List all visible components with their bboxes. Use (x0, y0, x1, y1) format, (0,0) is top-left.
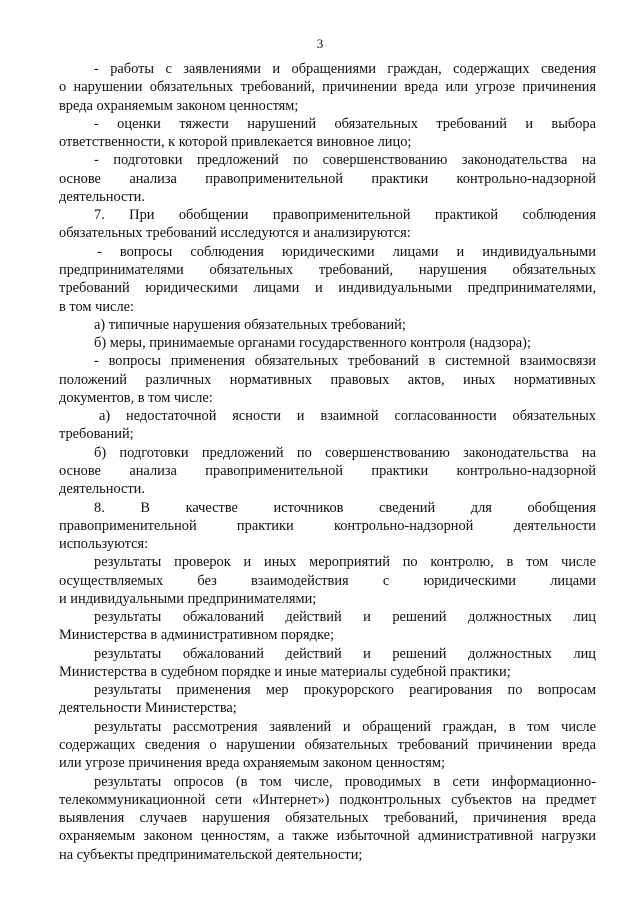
text-line: б) меры, принимаемые органами государственного контроля (надзора); (94, 335, 531, 352)
text-line: телекоммуникационной сети «Интернет») подконтрольных субъектов на предмет (59, 791, 596, 808)
text-line: требований; (59, 426, 134, 443)
text-line: Министерства в судебном порядке и иные материалы судебной практики; (59, 663, 511, 680)
text-line: 8. В качестве источников сведений для обобщения (94, 499, 596, 516)
text-line: б) подготовки предложений по совершенствованию законодательства на (94, 444, 596, 461)
text-line: основе анализа правоприменительной практики контрольно-надзорной (59, 170, 596, 187)
text-line: - подготовки предложений по совершенствованию законодательства на (94, 152, 596, 169)
text-line: предпринимателями обязательных требований, нарушения обязательных (59, 262, 596, 278)
text-line: - оценки тяжести нарушений обязательных требований и выбора (94, 115, 596, 132)
text-line: а) типичные нарушения обязательных требований; (94, 316, 406, 333)
text-line: деятельности. (59, 188, 145, 205)
text-line: результаты применения мер прокурорского реагирования по вопросам (94, 682, 596, 699)
text-line: и индивидуальными предпринимателями; (59, 590, 317, 607)
text-line: осуществляемых без взаимодействия с юридическими лицами (59, 572, 596, 589)
text-line: деятельности Министерства; (59, 700, 237, 717)
text-line: ответственности, к которой привлекается виновное лицо; (59, 134, 412, 151)
text-line: результаты рассмотрения заявлений и обращений граждан, в том числе (94, 718, 596, 735)
text-line: обязательных требований исследуются и анализируются: (59, 225, 411, 242)
text-line: 7. При обобщении правоприменительной практикой соблюдения (94, 207, 596, 224)
text-line: основе анализа правоприменительной практики контрольно-надзорной (59, 462, 596, 479)
text-line: результаты обжалований действий и решений должностных лиц (94, 645, 596, 662)
text-line: выявления случаев нарушения обязательных требований, причинения вреда (59, 810, 596, 827)
text-line: - вопросы применения обязательных требований в системной взаимосвязи (94, 353, 596, 370)
text-line: вреда охраняемым законом ценностям; (59, 97, 299, 114)
text-line: результаты опросов (в том числе, проводимых в сети информационно- (94, 773, 596, 790)
text-line: - работы с заявлениями и обращениями граждан, содержащих сведения (94, 61, 596, 77)
text-line: - вопросы соблюдения юридическими лицами и индивидуальными (97, 243, 596, 260)
text-line: охраняемым законом ценностям, а также избыточной административной нагрузки (59, 828, 596, 845)
text-line: документов, в том числе: (59, 389, 213, 406)
page-number: 3 (316, 36, 324, 51)
text-line: результаты обжалований действий и решений должностных лиц (94, 609, 596, 626)
text-line: результаты проверок и иных мероприятий по контролю, в том числе (94, 554, 596, 571)
text-line: положений различных нормативных правовых актов, иных нормативных (59, 371, 596, 388)
text-line: Министерства в административном порядке; (59, 627, 334, 644)
text-line: содержащих сведения о нарушении обязательных требований причинении вреда (59, 737, 596, 753)
text-line: используются: (59, 536, 149, 552)
text-line: на субъекты предпринимательской деятельности; (59, 846, 363, 863)
text-line: о нарушении обязательных требований, причинении вреда или угрозе причинения (59, 79, 596, 96)
text-line: или угрозе причинения вреда охраняемым законом ценностям; (59, 755, 445, 772)
text-line: правоприменительной практики контрольно-надзорной деятельности (59, 517, 596, 534)
text-line: в том числе: (59, 298, 135, 315)
text-line: требований юридическими лицами и индивидуальными предпринимателями, (59, 280, 596, 297)
text-line: деятельности. (59, 481, 145, 498)
text-line: а) недостаточной ясности и взаимной согласованности обязательных (99, 408, 596, 425)
